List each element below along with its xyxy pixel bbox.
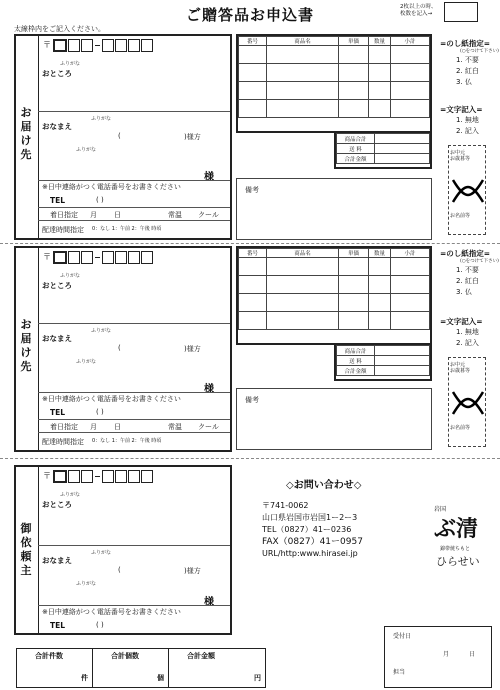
time-options[interactable]: 0：なし 1：午前 2：午後 時頃 bbox=[92, 438, 162, 444]
table-row[interactable] bbox=[239, 100, 430, 118]
noshi-preview-2: お中元 お歳暮等 お名前等 bbox=[448, 357, 486, 447]
sama-kata-label: )様方 bbox=[184, 133, 201, 141]
contact-info: ◇お問い合わせ◇ 〒741-0062 山口県岩国市岩国1ー2ー3 TEL（0827）41ー0236 FAX（0827）41ー0957 URL/http:www.hirasei.jp bbox=[262, 480, 363, 558]
zip-field[interactable]: 〒 bbox=[43, 39, 154, 52]
website-link[interactable]: URL/http:www.hirasei.jp bbox=[262, 549, 358, 558]
remarks-box-1[interactable]: 備考 bbox=[236, 178, 432, 240]
address-label: おところ bbox=[42, 500, 72, 509]
instruction-note: 太線枠内をご記入ください。 bbox=[14, 25, 105, 33]
totals-table bbox=[16, 648, 266, 688]
time-options[interactable]: 0：なし 1：午前 2：午後 時頃 bbox=[92, 226, 162, 232]
address-label: おところ bbox=[42, 281, 72, 290]
table-row[interactable] bbox=[239, 46, 430, 64]
tel-label: TEL bbox=[50, 196, 66, 205]
requester-side-label: 御 依 頼 主 bbox=[20, 522, 32, 577]
phone-note: ※日中連絡がつく電話番号をお書きください bbox=[42, 183, 181, 191]
remarks-box-2[interactable]: 備考 bbox=[236, 388, 432, 450]
sheet-count-note: 2枚以上の時、 枚数を記入→ bbox=[400, 4, 437, 17]
table-row[interactable] bbox=[239, 294, 430, 312]
name-label: おなまえ bbox=[42, 122, 72, 131]
summary-table-1: 商品合計 送 料 合計金額 bbox=[334, 131, 432, 169]
delivery-side-label: お 届 け 先 bbox=[20, 318, 32, 373]
receipt-box: 受付日 月 日 担当 bbox=[384, 626, 492, 688]
mizuhiki-icon bbox=[449, 388, 487, 418]
table-row[interactable] bbox=[239, 64, 430, 82]
noshi-preview-1: お中元 お歳暮等 お名前等 bbox=[448, 145, 486, 235]
items-table-1: 番号 商品名 単価 数量 小計 bbox=[236, 34, 432, 133]
name-label: おなまえ bbox=[42, 556, 72, 565]
moji-options-2[interactable]: =文字記入= 1. 無地 2. 記入 bbox=[440, 317, 483, 347]
furigana-address: ふりがな bbox=[60, 61, 81, 67]
summary-table-2: 商品合計 送 料 合計金額 bbox=[334, 343, 432, 381]
noshi-options-2[interactable]: =のし紙指定= (○をつけて下さい) 1. 不要 2. 紅白 3. 仏 bbox=[440, 249, 499, 296]
table-row[interactable] bbox=[239, 276, 430, 294]
zip-field[interactable]: 〒 bbox=[43, 251, 154, 264]
tel-field[interactable]: ( ) bbox=[96, 621, 104, 629]
shop-logo: 岩国 ぶ清 錦帯焼ちもと ひらせい bbox=[434, 506, 480, 568]
mizuhiki-icon bbox=[449, 176, 487, 206]
contact-title: ◇お問い合わせ◇ bbox=[286, 480, 362, 491]
cool-option[interactable]: クール bbox=[198, 211, 219, 219]
zip-field[interactable]: 〒 bbox=[43, 470, 154, 483]
table-row[interactable] bbox=[239, 82, 430, 100]
address-label: おところ bbox=[42, 69, 72, 78]
total-qty-cell[interactable]: 合計個数 個 bbox=[93, 649, 169, 688]
noshi-options-1[interactable]: =のし紙指定= (○をつけて下さい) 1. 不要 2. 紅白 3. 仏 bbox=[440, 39, 499, 86]
furigana-name: ふりがな bbox=[91, 116, 112, 122]
requester-form: 御 依 頼 主 〒 ふりがな おところ ふりがな おなまえ ( )様方 ふりがな 様 ※日中連絡がつく電話番号をお書きください TEL ( ) bbox=[14, 465, 232, 635]
table-row[interactable] bbox=[239, 312, 430, 330]
normal-temp-option[interactable]: 常温 bbox=[168, 211, 182, 219]
arrival-label: 着日指定 bbox=[50, 211, 78, 219]
cool-option[interactable]: クール bbox=[198, 423, 219, 431]
delivery-form-1: お 届 け 先 〒 ふりがな おところ ふりがな おなまえ ( )様方 ふりがな 様 ※日中連絡がつく電話番号をお書きください TEL ( ) 着日指定 月 日 常温 クール 配達時間指定 0：なし 1：午前 2：午後 時頃 bbox=[14, 34, 232, 240]
sama-label: 様 bbox=[204, 597, 214, 608]
normal-temp-option[interactable]: 常温 bbox=[168, 423, 182, 431]
sheet-count-box[interactable] bbox=[444, 2, 478, 22]
tel-field[interactable]: ( ) bbox=[96, 408, 104, 416]
sama-label: 様 bbox=[204, 384, 214, 395]
delivery-side-label: お 届 け 先 bbox=[20, 106, 32, 161]
total-amount-cell[interactable]: 合計金額 円 bbox=[169, 649, 266, 688]
sama-label: 様 bbox=[204, 172, 214, 183]
form-title: ご贈答品お申込書 bbox=[185, 6, 314, 24]
name-label: おなまえ bbox=[42, 334, 72, 343]
tel-field[interactable]: ( ) bbox=[96, 196, 104, 204]
items-table-2: 番号 商品名 単価 数量 小計 bbox=[236, 246, 432, 345]
total-count-cell[interactable]: 合計件数 件 bbox=[17, 649, 93, 688]
table-row[interactable] bbox=[239, 258, 430, 276]
time-label: 配達時間指定 bbox=[42, 226, 84, 234]
moji-options-1[interactable]: =文字記入= 1. 無地 2. 記入 bbox=[440, 105, 483, 135]
delivery-form-2: お 届 け 先 〒 ふりがな おところ ふりがな おなまえ ( )様方 ふりがな 様 ※日中連絡がつく電話番号をお書きください TEL ( ) 着日指定 月 日 常温 クール 配達時間指定 0：なし 1：午前 2：午後 時頃 bbox=[14, 246, 232, 452]
